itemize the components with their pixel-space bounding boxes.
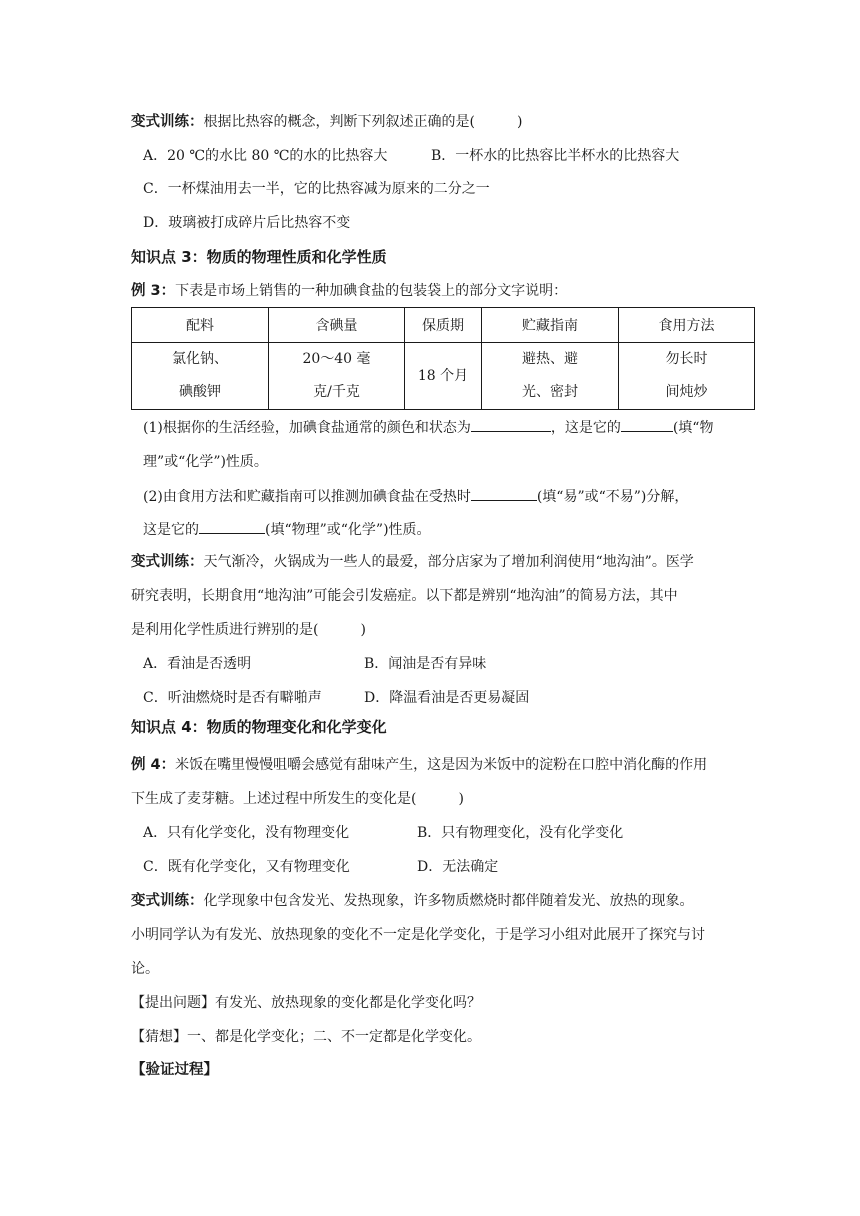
example-text: 下生成了麦芽糖。上述过程中所发生的变化是( )	[131, 791, 464, 807]
sub-question-text: (填“物	[672, 420, 714, 436]
example-line	[131, 754, 707, 776]
answer-blank[interactable]	[471, 416, 551, 432]
cell-line: 勿长时	[665, 351, 708, 367]
salt-label-table	[131, 307, 755, 410]
sub-question-text: (1)根据你的生活经验，加碘食盐通常的颜色和状态为	[143, 420, 471, 436]
option-d: D．降温看油是否更易凝固	[364, 690, 530, 706]
table-header-cell: 配料	[132, 308, 269, 343]
question-text: 根据比热容的概念，判断下列叙述正确的是( )	[203, 114, 523, 130]
table-cell	[619, 343, 755, 410]
question-text: 论。	[131, 961, 159, 977]
cell-line: 氯化钠、	[172, 351, 228, 367]
option-c: C．听油燃烧时是否有噼啪声	[143, 690, 322, 706]
sub-question-1-cont: 理”或“化学”)性质。	[143, 454, 268, 470]
cell-line: 克/千克	[313, 384, 360, 400]
table-cell	[132, 343, 269, 410]
exercise-line	[131, 890, 694, 912]
exercise-line	[131, 551, 694, 573]
option-b: B．一杯水的比热容比半杯水的比热容大	[431, 148, 680, 164]
question-text: 化学现象中包含发光、发热现象，许多物质燃烧时都伴随着发光、放热的现象。	[203, 893, 694, 909]
option-b: B．闻油是否有异味	[364, 656, 487, 672]
option-c: C．一杯煤油用去一半，它的比热容减为原来的二分之一	[143, 181, 490, 197]
exercise-label: 变式训练：	[131, 554, 204, 570]
exercise-label: 变式训练：	[131, 114, 204, 130]
sub-question-text: (2)由食用方法和贮藏指南可以推测加碘食盐在受热时	[143, 489, 471, 505]
sub-question-2	[143, 485, 688, 508]
exercise-label: 变式训练：	[131, 893, 204, 909]
question-text: 天气渐冷，火锅成为一些人的最爱，部分店家为了增加利润使用“地沟油”。医学	[203, 554, 694, 570]
example-text: 下表是市场上销售的一种加碘食盐的包装袋上的部分文字说明：	[175, 283, 568, 299]
table-header-cell: 含碘量	[269, 308, 405, 343]
option-d: D．玻璃被打成碎片后比热容不变	[143, 215, 351, 231]
answer-blank[interactable]	[199, 518, 265, 534]
option-c: C．既有化学变化，又有物理变化	[143, 859, 350, 875]
exercise-line	[131, 111, 522, 133]
table-header-cell: 贮藏指南	[482, 308, 619, 343]
cell-line: 间炖炒	[665, 384, 708, 400]
example-label: 例 4：	[131, 757, 176, 773]
sub-question-text: 这是它的	[143, 522, 199, 538]
sub-question-2-cont	[143, 518, 431, 541]
option-d: D．无法确定	[417, 859, 499, 875]
sub-question-text: ，这是它的	[550, 420, 621, 436]
table-header-cell: 保质期	[405, 308, 482, 343]
question-text: 是利用化学性质进行辨别的是( )	[131, 622, 366, 638]
table-cell	[269, 343, 405, 410]
section-heading: 知识点 3：物质的物理性质和化学性质	[131, 248, 387, 266]
question-text: 小明同学认为有发光、放热现象的变化不一定是化学变化，于是学习小组对此展开了探究与讨	[131, 927, 705, 943]
table-header-row	[132, 308, 755, 343]
option-a: A．看油是否透明	[143, 656, 252, 672]
table-header-cell: 食用方法	[619, 308, 755, 343]
example-line	[131, 280, 567, 302]
sub-question-text: (填“易”或“不易”)分解，	[536, 489, 689, 505]
sub-question-text: (填“物理”或“化学”)性质。	[265, 522, 431, 538]
inquiry-hypothesis: 【猜想】一、都是化学变化；二、不一定都是化学变化。	[131, 1029, 481, 1045]
cell-line: 避热、避	[522, 351, 578, 367]
table-cell	[482, 343, 619, 410]
example-text: 米饭在嘴里慢慢咀嚼会感觉有甜味产生，这是因为米饭中的淀粉在口腔中消化酶的作用	[175, 757, 708, 773]
inquiry-question: 【提出问题】有发光、放热现象的变化都是化学变化吗？	[131, 995, 481, 1011]
section-heading: 知识点 4：物质的物理变化和化学变化	[131, 718, 387, 736]
cell-line: 碘酸钾	[179, 384, 221, 400]
option-a: A．只有化学变化，没有物理变化	[143, 825, 350, 841]
cell-line: 光、密封	[522, 384, 578, 400]
answer-blank[interactable]	[471, 485, 537, 501]
sub-question-1	[143, 416, 713, 439]
question-text: 研究表明，长期食用“地沟油”可能会引发癌症。以下都是辨别“地沟油”的简易方法，其中	[131, 588, 678, 604]
cell-line: 20～40 毫	[302, 351, 371, 367]
cell-line: 18 个月	[417, 367, 469, 384]
option-a: A．20 ℃的水比 80 ℃的水的比热容大	[143, 148, 388, 164]
table-row	[132, 343, 755, 410]
option-b: B．只有物理变化，没有化学变化	[417, 825, 624, 841]
inquiry-verification: 【验证过程】	[131, 1062, 218, 1078]
table-cell	[405, 343, 482, 410]
example-label: 例 3：	[131, 283, 176, 299]
answer-blank[interactable]	[621, 416, 673, 432]
